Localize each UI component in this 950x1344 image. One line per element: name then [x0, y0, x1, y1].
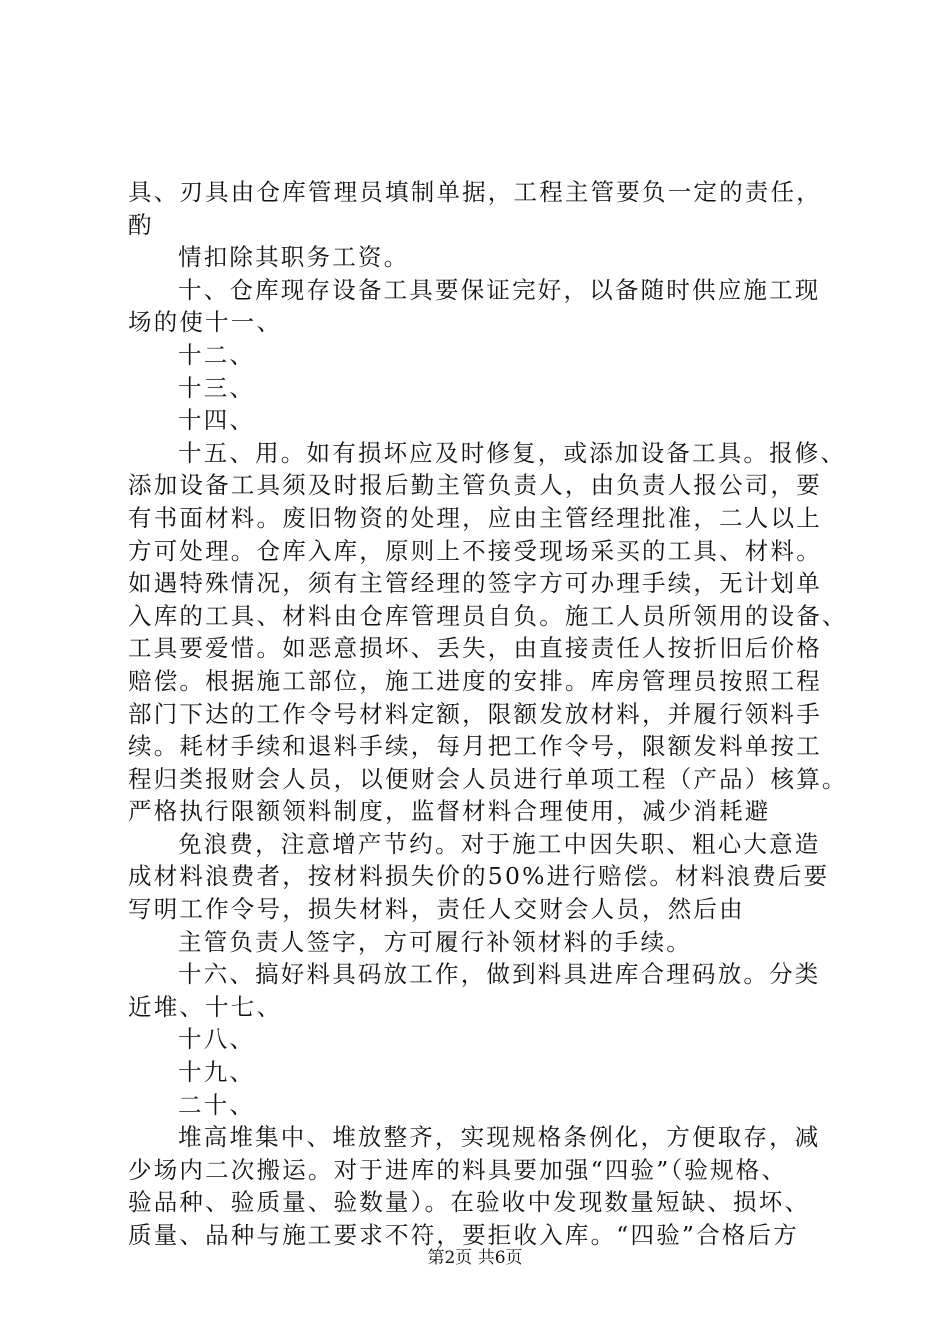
text-line: 场的使十一、	[128, 308, 283, 337]
text-line: 十六、搞好料具码放工作，做到料具进库合理码放。分类	[178, 960, 821, 989]
text-line: 少场内二次搬运。对于进库的料具要加强“四验”（验规格、	[128, 1155, 788, 1184]
text-line: 十八、	[178, 1025, 256, 1054]
text-line: 二十、	[178, 1090, 256, 1119]
text-line: 续。耗材手续和退料手续，每月把工作令号，限额发料单按工	[128, 732, 822, 761]
text-line: 写明工作令号，损失材料，责任人交财会人员，然后由	[128, 895, 745, 924]
text-line: 验品种、验质量、验数量）。在验收中发现数量短缺、损坏、	[128, 1188, 811, 1217]
text-line: 赔偿。根据施工部位，施工进度的安排。库房管理员按照工程	[128, 666, 822, 695]
text-line: 方可处理。仓库入库，原则上不接受现场采买的工具、材料。	[128, 536, 822, 565]
text-line: 酌	[128, 210, 154, 239]
text-line: 有书面材料。废旧物资的处理，应由主管经理批准，二人以上	[128, 503, 822, 532]
text-line: 部门下达的工作令号材料定额，限额发放材料，并履行领料手	[128, 699, 822, 728]
text-line: 情扣除其职务工资。	[178, 243, 410, 272]
text-line: 入库的工具、材料由仓库管理员自负。施工人员所领用的设备、	[128, 601, 848, 630]
text-line: 十四、	[178, 406, 256, 435]
page-footer: 第2页 共6页	[427, 1248, 523, 1268]
text-line: 具、刃具由仓库管理员填制单据，工程主管要负一定的责任，	[128, 178, 822, 206]
text-line: 十九、	[178, 1058, 256, 1087]
text-line: 添加设备工具须及时报后勤主管负责人，由负责人报公司，要	[128, 471, 822, 500]
body-text	[128, 176, 848, 1252]
text-line: 严格执行限额领料制度，监督材料合理使用，减少消耗避	[128, 797, 771, 826]
text-line: 成材料浪费者，按材料损失价的50%进行赔偿。材料浪费后要	[128, 862, 830, 891]
text-line: 堆高堆集中、堆放整齐，实现规格条例化，方便取存，减	[178, 1123, 821, 1152]
text-line: 工具要爱惜。如恶意损坏、丢失，由直接责任人按折旧后价格	[128, 634, 822, 663]
text-line: 质量、品种与施工要求不符，要拒收入库。“四验”合格后方	[128, 1221, 799, 1249]
text-line: 十、仓库现存设备工具要保证完好，以备随时供应施工现	[178, 275, 821, 304]
text-line: 十三、	[178, 373, 256, 402]
text-line: 免浪费，注意增产节约。对于施工中因失职、粗心大意造	[178, 829, 821, 858]
text-line: 如遇特殊情况，须有主管经理的签字方可办理手续，无计划单	[128, 569, 822, 598]
text-line: 十二、	[178, 340, 256, 369]
text-line: 程归类报财会人员，以便财会人员进行单项工程（产品）核算。	[128, 764, 848, 793]
text-line: 十五、用。如有损坏应及时修复，或添加设备工具。报修、	[178, 438, 847, 467]
text-line: 主管负责人签字，方可履行补领材料的手续。	[178, 927, 692, 956]
text-line: 近堆、十七、	[128, 992, 283, 1021]
